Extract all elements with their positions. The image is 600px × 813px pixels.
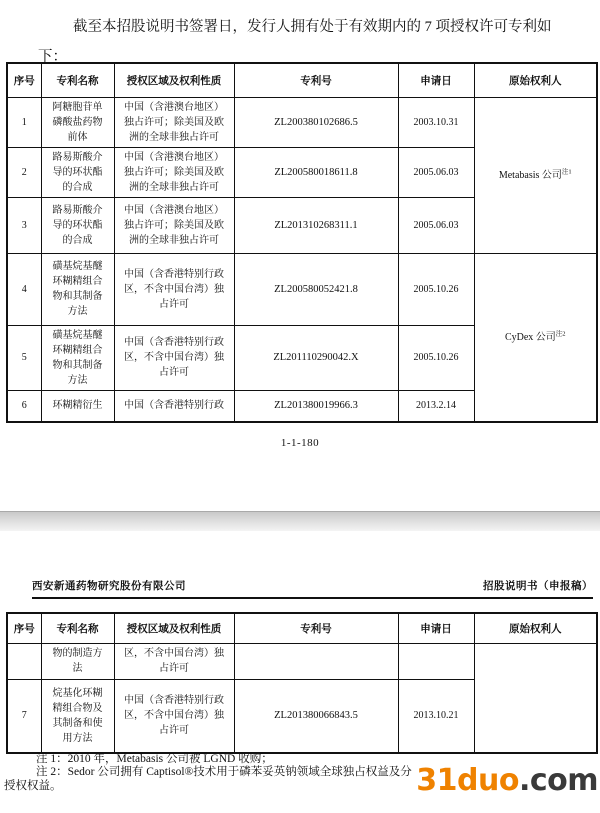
page-number: 1-1-180 (280, 437, 320, 449)
cell-seq: 4 (7, 253, 41, 325)
cell-apply-date (398, 643, 474, 679)
watermark-suffix: .com (518, 763, 598, 798)
page-break-separator (0, 511, 600, 531)
column-header-region-rights: 授权区域及权利性质 (114, 613, 234, 643)
cell-seq: 1 (7, 97, 41, 147)
cell-apply-date: 2005.06.03 (398, 147, 474, 197)
column-header-region-rights: 授权区域及权利性质 (114, 63, 234, 97)
cell-original-owner: Metabasis 公司$^{注1}$ (474, 97, 597, 253)
watermark (416, 764, 598, 798)
cell-seq: 7 (7, 679, 41, 753)
cell-patent-no: ZL201110290042.X (234, 325, 398, 390)
cell-seq: 3 (7, 197, 41, 253)
column-header-patent-name: 专利名称 (41, 63, 114, 97)
cell-apply-date: 2003.10.31 (398, 97, 474, 147)
document-type: 招股说明书（申报稿） (483, 581, 593, 592)
cell-patent-no: ZL201380019966.3 (234, 390, 398, 422)
cell-patent-name: 物的制造方法 (41, 643, 114, 679)
column-header-patent-no: 专利号 (234, 63, 398, 97)
cell-patent-name: 烷基化环糊精组合物及其制备和使用方法 (41, 679, 114, 753)
column-header-seq: 序号 (7, 63, 41, 97)
cell-patent-name: 路易斯酸介导的环状酯的合成 (41, 197, 114, 253)
cell-original-owner: CyDex 公司$^{注2}$ (474, 253, 597, 422)
cell-patent-name: 阿糖胞苷单磷酸盐药物前体 (41, 97, 114, 147)
table-row (7, 643, 597, 679)
footnote-2-line-2: 授权权益。 (4, 779, 62, 792)
cell-seq: 5 (7, 325, 41, 390)
footnote-ref: 注2 (555, 330, 566, 338)
cell-patent-no: ZL201380066843.5 (234, 679, 398, 753)
cell-region-rights: 中国（含香港特别行政区，不含中国台湾）独占许可 (114, 253, 234, 325)
footnote-2-line-1: 注 2：Sedor 公司拥有 Captisol®技术用于磷苯妥英钠领域全球独占权益及分 (36, 766, 412, 779)
header-row (7, 63, 597, 97)
cell-region-rights: 区，不含中国台湾）独占许可 (114, 643, 234, 679)
cell-patent-no: ZL200380102686.5 (234, 97, 398, 147)
running-header (32, 578, 593, 599)
cell-region-rights: 中国（含香港特别行政区，不含中国台湾）独占许可 (114, 679, 234, 753)
column-header-original-owner: 原始权利人 (474, 63, 597, 97)
column-header-patent-name: 专利名称 (41, 613, 114, 643)
cell-original-owner (474, 643, 597, 753)
column-header-apply-date: 申请日 (398, 63, 474, 97)
footnote-1: 注 1：2010 年，Metabasis 公司被 LGND 收购； (36, 753, 273, 765)
cell-patent-no: ZL200580052421.8 (234, 253, 398, 325)
cell-apply-date: 2005.06.03 (398, 197, 474, 253)
patents-table-page1 (6, 62, 598, 423)
cell-seq: 2 (7, 147, 41, 197)
table-row (7, 97, 597, 147)
cell-patent-no: ZL201310268311.1 (234, 197, 398, 253)
cell-region-rights: 中国（含香港特别行政 (114, 390, 234, 422)
column-header-seq: 序号 (7, 613, 41, 643)
company-name: 西安新通药物研究股份有限公司 (32, 581, 186, 592)
cell-apply-date: 2005.10.26 (398, 253, 474, 325)
cell-apply-date: 2013.10.21 (398, 679, 474, 753)
cell-seq (7, 643, 41, 679)
column-header-original-owner: 原始权利人 (474, 613, 597, 643)
cell-region-rights: 中国（含香港特别行政区，不含中国台湾）独占许可 (114, 325, 234, 390)
cell-region-rights: 中国（含港澳台地区）独占许可；除美国及欧洲的全球非独占许可 (114, 197, 234, 253)
cell-patent-name: 磺基烷基醚环糊精组合物和其制备方法 (41, 253, 114, 325)
cell-region-rights: 中国（含港澳台地区）独占许可；除美国及欧洲的全球非独占许可 (114, 97, 234, 147)
cell-patent-name: 路易斯酸介导的环状酯的合成 (41, 147, 114, 197)
cell-patent-no (234, 643, 398, 679)
table-row (7, 253, 597, 325)
cell-apply-date: 2005.10.26 (398, 325, 474, 390)
cell-region-rights: 中国（含港澳台地区）独占许可；除美国及欧洲的全球非独占许可 (114, 147, 234, 197)
intro-line-1: 截至本招股说明书签署日，发行人拥有处于有效期内的 7 项授权许可专利如 (73, 19, 552, 35)
watermark-brand: 31duo (416, 763, 519, 798)
intro-line-2: 下： (38, 48, 67, 65)
footnote-ref: 注1 (561, 168, 572, 176)
cell-patent-name: 环糊精衍生 (41, 390, 114, 422)
header-row (7, 613, 597, 643)
patents-table-page2 (6, 612, 598, 754)
cell-apply-date: 2013.2.14 (398, 390, 474, 422)
cell-seq: 6 (7, 390, 41, 422)
cell-patent-no: ZL200580018611.8 (234, 147, 398, 197)
column-header-patent-no: 专利号 (234, 613, 398, 643)
column-header-apply-date: 申请日 (398, 613, 474, 643)
cell-patent-name: 磺基烷基醚环糊精组合物和其制备方法 (41, 325, 114, 390)
